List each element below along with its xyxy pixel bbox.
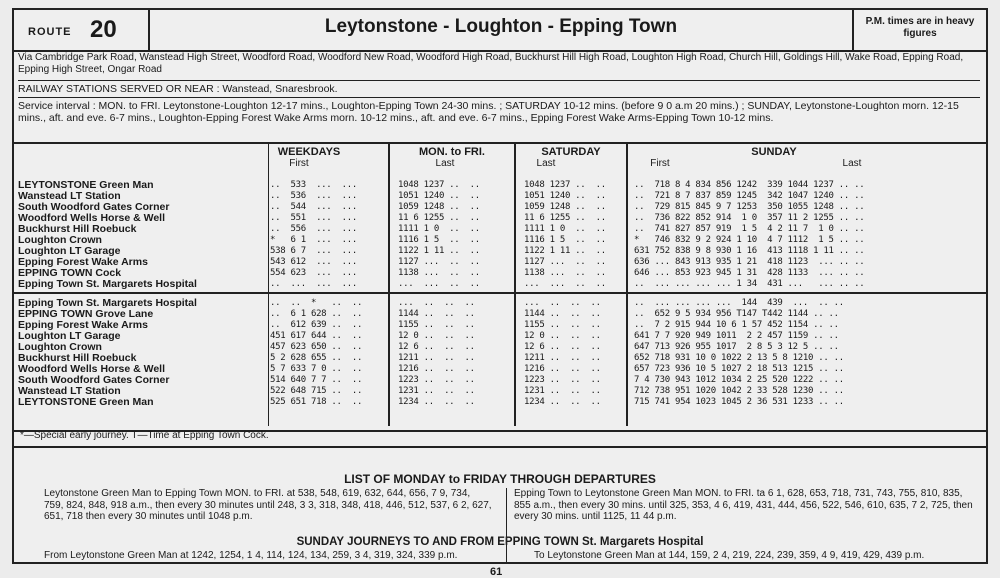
railway-stations: RAILWAY STATIONS SERVED OR NEAR : Wanstead, Snaresbrook. (18, 80, 980, 98)
out-saturday-times: 1048 1237 .. .. 1051 1240 .. .. 1059 1248 .. .. 11 6 1255 .. .. 1111 1 0 .. .. 1116 1 5 .. .. 1122 1 11 .. .. 1127 ... .. .. 1138 ... .. .. ... ... .. .. (524, 180, 606, 289)
in-monfri-times: ... .. .. .. 1144 .. .. .. 1155 .. .. .. 12 0 .. .. .. 12 6 .. .. .. 1211 .. .. .. 1216 .. .. .. 1223 .. .. .. 1231 .. .. .. 1234 .. .. .. (398, 298, 475, 407)
inbound-stops (18, 298, 268, 408)
pm-note: P.M. times are in heavy figures (852, 10, 986, 50)
timetable-grid (14, 142, 986, 432)
sunday-heading: SUNDAY (751, 146, 797, 158)
stop-name: Woodford Wells Horse & Well (18, 213, 166, 224)
via-text: Via Cambridge Park Road, Wanstead High Street, Woodford Road, Woodford New Road, Woodford High Road, Buckhurst Hill High Road, Loughton High Road, Church Hill, Goldings Hill, Wake Road, Epping Road, Epping High Street, Ongar Road (18, 52, 964, 75)
sunday-first: First (650, 158, 670, 169)
service-interval: Service interval : MON. to FRI. Leytonstone-Loughton 12-17 mins., Loughton-Epping Town 24-30 mins. ; SATURDAY 10-12 mins. (before 9 0 a.m 20 mins.) ; SUNDAY, Leytonstone-Loughton morn. 12-15 mins., aft. and eve. 6-7 mins., Loughton-Epping Forest Wake Arms morn. 10-12 mins., aft. and eve. 6-7 mins., Epping Forest Wake Arms-Epping Town 10-12 mins. (18, 100, 959, 124)
stop-name: Epping Forest Wake Arms (18, 320, 148, 331)
route-label: ROUTE (28, 26, 72, 38)
stop-name: Woodford Wells Horse & Well (18, 364, 166, 375)
column-rule (626, 144, 628, 426)
stop-name: Loughton LT Garage (18, 246, 121, 257)
saturday-last: Last (536, 158, 556, 169)
route-title: Leytonstone - Loughton - Epping Town (324, 16, 678, 37)
weekdays-first: First (289, 158, 309, 169)
saturday-heading: SATURDAY (541, 146, 601, 158)
stop-name: LEYTONSTONE Green Man (18, 397, 154, 408)
stop-name: Loughton Crown (18, 235, 102, 246)
out-weekdays-times: .. 533 ... ... .. 536 ... ... .. 544 ... ... .. 551 ... ... .. 556 ... ... * 6 1 ... ... 538 6 7 ... ... 543 612 ... ... 554 623 ... ... .. ... ... ... (270, 180, 358, 289)
stop-name: South Woodford Gates Corner (18, 375, 170, 386)
column-rule (514, 144, 516, 426)
stop-name: Loughton Crown (18, 342, 102, 353)
stop-name: EPPING TOWN Cock (18, 268, 122, 279)
sunday-to: To Leytonstone Green Man at 144, 159, 2 4, 219, 224, 239, 359, 4 9, 419, 429, 439 p.m. (534, 550, 925, 561)
monfri-last: Last (435, 158, 455, 169)
route-number: 20 (90, 16, 117, 43)
stop-name: Wanstead LT Station (18, 191, 121, 202)
list-left: Leytonstone Green Man to Epping Town MON. to FRI. at 538, 548, 619, 632, 644, 656, 7 9, 734, 759, 824, 848, 918 a.m., then every 30 minutes until 248, 3 3, 318, 348, 418, 446, 512, 537, 6 2, 627, 651, 718 then every 30 minutes until 1048 p.m. (44, 488, 492, 522)
route-box (14, 10, 150, 50)
list-right: Epping Town to Leytonstone Green Man MON. to FRI. ta 6 1, 628, 653, 718, 731, 743, 755, 810, 835, 855 a.m., then every 30 mins. until 325, 353, 4 6, 419, 431, 444, 456, 522, 546, 610, 635, 7 2, 725, then every 30 mins. until 1125, 11 44 p.m. (514, 488, 973, 522)
stop-name: Epping Town St. Margarets Hospital (18, 298, 197, 309)
footnote: *—Special early journey. T—Time at Epping Town Cock. (20, 430, 269, 441)
monfri-heading: MON. to FRI. (419, 146, 485, 158)
page-number: 61 (490, 566, 503, 578)
outbound-stops (18, 180, 268, 290)
stop-name: Wanstead LT Station (18, 386, 121, 397)
stop-name: South Woodford Gates Corner (18, 202, 170, 213)
timetable-frame (12, 8, 988, 564)
in-saturday-times: ... .. .. .. 1144 .. .. .. 1155 .. .. .. 12 0 .. .. .. 12 6 .. .. .. 1211 .. .. .. 1216 .. .. .. 1223 .. .. .. 1231 .. .. .. 1234 .. .. .. (524, 298, 601, 407)
stop-name: Buckhurst Hill Roebuck (18, 353, 137, 364)
stop-name: Buckhurst Hill Roebuck (18, 224, 137, 235)
direction-divider (14, 292, 986, 294)
stop-name: Epping Town St. Margarets Hospital (18, 279, 197, 290)
out-monfri-times: 1048 1237 .. .. 1051 1240 .. .. 1059 1248 .. .. 11 6 1255 .. .. 1111 1 0 .. .. 1116 1 5 .. .. 1122 1 11 .. .. 1127 ... .. .. 1138 ... .. .. ... ... .. .. (398, 180, 480, 289)
in-weekdays-times: .. .. * .. .. .. 6 1 628 .. .. .. 612 639 .. .. 451 617 644 .. .. 457 623 650 .. .. 5 2 628 655 .. .. 5 7 633 7 0 .. .. 514 640 7 7 .. .. 522 648 715 .. .. 525 651 718 .. .. (270, 298, 363, 407)
list-divider (506, 488, 507, 564)
sunday-last: Last (842, 158, 862, 169)
sunday-from: From Leytonstone Green Man at 1242, 1254, 1 4, 114, 124, 134, 259, 3 4, 319, 324, 339 p.m. (44, 550, 458, 561)
stop-name: LEYTONSTONE Green Man (18, 180, 154, 191)
in-sunday-times: .. ... ... ... ... 144 439 ... .. .. .. 652 9 5 934 956 T147 T442 1144 .. .. .. 7 2 915 944 10 6 1 57 452 1154 .. .. 641 7 7 920 949 1011 2 2 457 1159 .. .. 647 713 926 955 1017 2 8 5 3 12 5 .. .. 652 718 931 10 0 1022 2 13 5 8 1210 .. .. 657 723 936 10 5 1027 2 18 513 1215 .. .. 7 4 730 943 1012 1034 2 25 520 1222 .. .. 712 738 951 1020 1042 2 33 528 1230 .. .. 715 741 954 1023 1045 2 36 531 1233 .. .. (634, 298, 844, 407)
stop-name: EPPING TOWN Grove Lane (18, 309, 154, 320)
list-title: LIST OF MONDAY to FRIDAY THROUGH DEPARTURES (344, 472, 656, 486)
column-rule (388, 144, 390, 426)
column-rule (268, 144, 269, 426)
stop-name: Loughton LT Garage (18, 331, 121, 342)
sunday-journeys-title: SUNDAY JOURNEYS TO AND FROM EPPING TOWN St. Margarets Hospital (296, 536, 704, 548)
out-sunday-times: .. 718 8 4 834 856 1242 339 1044 1237 .. .. .. 721 8 7 837 859 1245 342 1047 1240 .. .. .. 729 815 845 9 7 1253 350 1055 1248 .. .. .. 736 822 852 914 1 0 357 11 2 1255 .. .. .. 741 827 857 919 1 5 4 2 11 7 1 0 .. .. * 746 832 9 2 924 1 10 4 7 1112 1 5 .. .. 631 752 838 9 8 930 1 16 413 1118 1 11 .. .. 636 ... 843 913 935 1 21 418 1123 ... .. .. 646 ... 853 923 945 1 31 428 1133 ... .. .. .. ... ... ... ... 1 34 431 ... ... .. .. (634, 180, 865, 289)
through-departures (14, 446, 986, 566)
weekdays-heading: WEEKDAYS (277, 146, 341, 158)
stop-name: Epping Forest Wake Arms (18, 257, 148, 268)
header (14, 10, 986, 52)
